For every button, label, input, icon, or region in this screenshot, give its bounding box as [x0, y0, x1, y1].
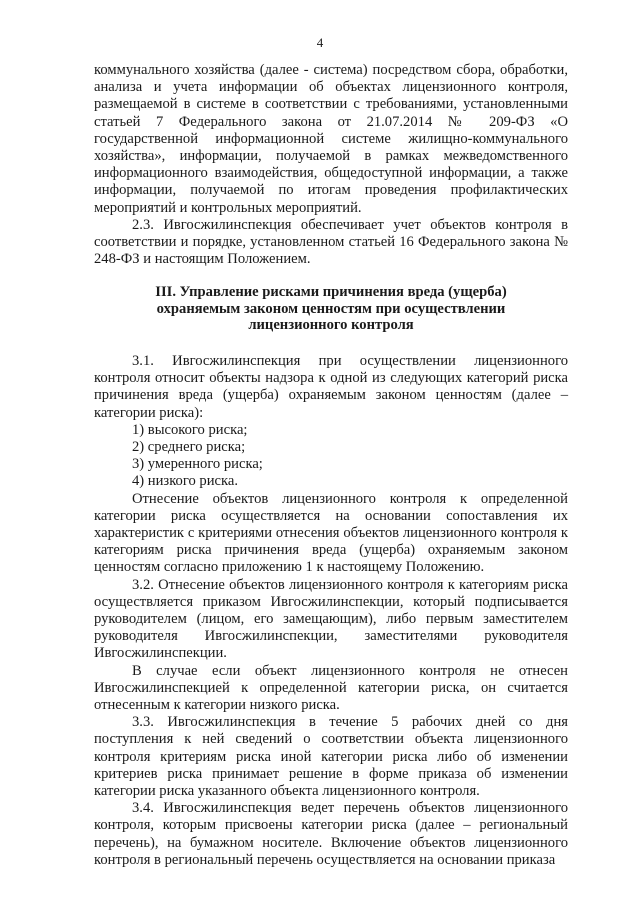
section-heading-line-2: охраняемым законом ценностям при осуществлении — [156, 300, 506, 317]
paragraph-2-3: 2.3. Ивгосжилинспекция обеспечивает учет объектов контроля в соответствии и порядке, установленном статьей 16 Федерального закона № 248-ФЗ и настоящим Положением. — [94, 216, 568, 268]
list-item-risk-high: 1) высокого риска; — [132, 421, 248, 438]
paragraph-3-3: 3.3. Ивгосжилинспекция в течение 5 рабочих дней со дня поступления к ней сведений о соответствии объекта лицензионного контроля критериям риска иной категории риска либо об изменении критериев риска принимает решение в форме приказа об изменении категории риска указанного объекта лицензионного контроля. — [94, 714, 568, 800]
paragraph-3-4: 3.4. Ивгосжилинспекция ведет перечень объектов лицензионного контроля, которым присвоены категории риска (далее – региональный перечень), на бумажном носителе. Включение объектов лицензионного контроля в региональный перечень осуществляется на основании приказа — [94, 800, 568, 868]
section-heading-line-3: лицензионного контроля — [248, 317, 414, 334]
section-heading-line-1: III. Управление рисками причинения вреда (ущерба) — [155, 284, 507, 301]
paragraph-continuation: коммунального хозяйства (далее - система) посредством сбора, обработки, анализа и учета информации об объектах лицензионного контроля, размещаемой в системе в соответствии с требованиями, установленными статьей 7 Федерального закона от 21.07.2014 № 209-ФЗ «О государственной информационной системе жилищно-коммунального хозяйства», информации, получаемой в рамках межведомственного информационного взаимодействия, общедоступной информации, а также информации, получаемой по итогам проведения профилактических мероприятий и контрольных мероприятий. — [94, 62, 568, 216]
paragraph-3-2-default: В случае если объект лицензионного контроля не отнесен Ивгосжилинспекцией к определенной категории риска, он считается отнесенным к категории низкого риска. — [94, 662, 568, 713]
section-heading — [94, 284, 568, 334]
list-item-risk-moderate: 3) умеренного риска; — [132, 456, 263, 473]
page-number: 4 — [316, 35, 324, 50]
list-item-risk-medium: 2) среднего риска; — [132, 438, 246, 455]
document-body — [94, 62, 568, 869]
paragraph-3-2: 3.2. Отнесение объектов лицензионного контроля к категориям риска осуществляется приказом Ивгосжилинспекции, который подписывается руководителем (лицом, его замещающим), либо первым заместителем руководителя Ивгосжилинспекции, заместителями руководителя Ивгосжилинспекции. — [94, 576, 568, 662]
paragraph-3-1-assignment: Отнесение объектов лицензионного контроля к определенной категории риска осуществляется на основании сопоставления их характеристик с критериями отнесения объектов лицензионного контроля к категориям риска причинения вреда (ущерба) охраняемым законом ценностям согласно приложению 1 к настоящему Положению. — [94, 490, 568, 576]
list-item-risk-low: 4) низкого риска. — [132, 473, 238, 490]
paragraph-3-1: 3.1. Ивгосжилинспекция при осуществлении лицензионного контроля относит объекты надзора к одной из следующих категорий риска причинения вреда (ущерба) охраняемым законом ценностям (далее – категории риска): — [94, 352, 568, 421]
